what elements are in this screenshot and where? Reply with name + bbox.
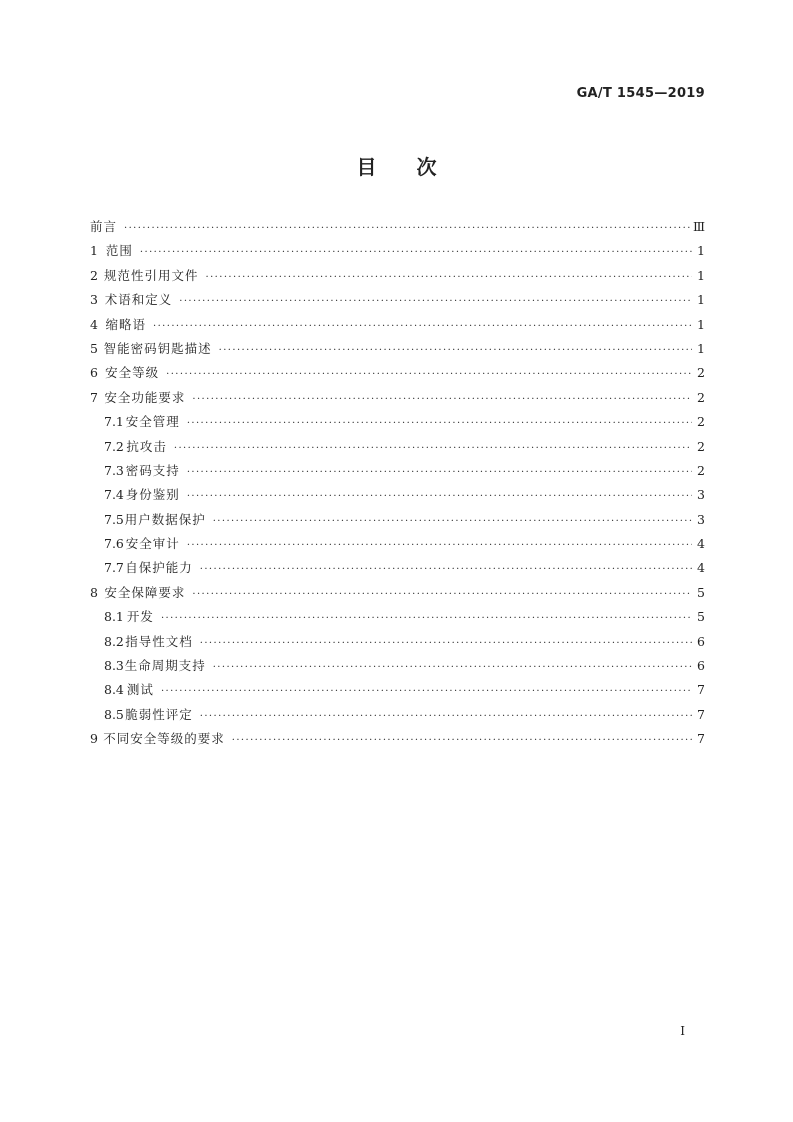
toc-entry-page: 3	[697, 487, 705, 503]
toc-entry[interactable]	[90, 632, 705, 656]
dot-leader	[124, 223, 690, 234]
toc-entry-number: 7.4	[104, 487, 124, 503]
toc-entry-page: 5	[697, 584, 705, 600]
toc-entry[interactable]	[90, 290, 705, 314]
toc-entry-page: 1	[697, 292, 705, 308]
toc-entry-page: 2	[697, 389, 705, 405]
toc-entry-label: 安全保障要求	[104, 584, 186, 600]
toc-entry-page: 1	[697, 340, 705, 356]
toc-entry[interactable]	[90, 534, 705, 558]
dot-leader	[187, 491, 692, 502]
toc-entry-page: 7	[697, 682, 705, 698]
dot-leader	[187, 467, 692, 478]
toc-entry-number: 5	[90, 340, 98, 356]
dot-leader	[213, 662, 692, 673]
page-title: 目次	[356, 155, 477, 179]
dot-leader	[232, 735, 692, 746]
toc-entry-page: 5	[697, 609, 705, 625]
dot-leader	[206, 272, 692, 283]
toc-entry-label: 测试	[126, 682, 154, 698]
toc-entry-label: 抗攻击	[126, 438, 167, 454]
toc-entry-number: 1	[90, 243, 98, 259]
toc-entry-page: 1	[697, 267, 705, 283]
toc-entry-label: 脆弱性评定	[125, 706, 193, 722]
toc-entry-number: 7.7	[104, 560, 124, 576]
toc-entry-number: 7.2	[104, 438, 124, 454]
toc-entry[interactable]	[90, 241, 705, 265]
dot-leader	[166, 369, 692, 380]
toc-entry-number: 8.5	[104, 706, 124, 722]
toc-entry[interactable]	[90, 461, 705, 485]
toc-entry-label: 密码支持	[125, 462, 180, 478]
toc-entry-label: 安全功能要求	[104, 389, 186, 405]
dot-leader	[219, 345, 692, 356]
toc-entry-number: 9	[90, 731, 98, 747]
dot-leader	[213, 516, 692, 527]
toc-entry-page: 2	[697, 438, 705, 454]
toc-entry-page: 7	[697, 706, 705, 722]
toc-entry-label: 开发	[126, 609, 154, 625]
toc-entry-page: 4	[697, 560, 705, 576]
dot-leader	[200, 711, 692, 722]
toc-entry-label: 安全等级	[105, 365, 160, 381]
toc-entry-page: 3	[697, 511, 705, 527]
toc-entry-label: 身份鉴别	[125, 487, 180, 503]
toc-entry-page: 2	[697, 365, 705, 381]
toc-entry-label: 用户数据保护	[124, 511, 206, 527]
toc-entry-label: 术语和定义	[104, 292, 173, 308]
toc-entry-number: 7.6	[104, 536, 124, 552]
toc-entry-page: 1	[697, 243, 705, 259]
dot-leader	[140, 247, 692, 258]
toc-entry-number: 7	[90, 389, 98, 405]
toc-entry[interactable]	[90, 388, 705, 412]
toc-entry-number: 4	[90, 316, 98, 332]
dot-leader	[192, 394, 692, 405]
toc-entry[interactable]	[90, 315, 705, 339]
toc-entry-page: 6	[697, 658, 705, 674]
dot-leader	[192, 589, 692, 600]
toc-entry-label: 安全管理	[125, 414, 180, 430]
toc-entry[interactable]	[90, 656, 705, 680]
toc-entry-number: 7.3	[104, 462, 124, 478]
dot-leader	[187, 540, 692, 551]
toc-entry-page: 1	[697, 316, 705, 332]
toc-entry-label: 规范性引用文件	[104, 267, 199, 283]
toc-entry[interactable]	[90, 583, 705, 607]
toc-entry-label: 智能密码钥匙描述	[103, 340, 212, 356]
toc-entry-label: 安全审计	[125, 536, 180, 552]
toc-entry[interactable]	[90, 510, 705, 534]
toc-entry[interactable]	[90, 680, 705, 704]
dot-leader	[174, 443, 692, 454]
toc-entry-number: 8.3	[104, 658, 124, 674]
toc-entry[interactable]	[90, 363, 705, 387]
toc-entry[interactable]	[90, 485, 705, 509]
dot-leader	[200, 564, 692, 575]
toc-entry[interactable]	[90, 705, 705, 729]
toc-entry[interactable]	[90, 558, 705, 582]
toc-entry-label: 生命周期支持	[124, 658, 206, 674]
toc-entry-page: 2	[697, 414, 705, 430]
toc-entry-label: 不同安全等级的要求	[103, 731, 225, 747]
toc-entry[interactable]	[90, 339, 705, 363]
toc-entry-label: 指导性文档	[125, 633, 193, 649]
toc-entry-page: 7	[697, 731, 705, 747]
toc-entry-number: 7.5	[104, 511, 124, 527]
dot-leader	[187, 418, 692, 429]
dot-leader	[161, 686, 692, 697]
toc-entry-number: 8.2	[104, 633, 124, 649]
toc-entry-number: 8.4	[104, 682, 124, 698]
toc-entry[interactable]	[90, 266, 705, 290]
toc-entry-number: 3	[90, 292, 98, 308]
page-number: I	[680, 1024, 685, 1038]
toc-entry-label: 自保护能力	[125, 560, 193, 576]
toc-entry-number: 6	[90, 365, 98, 381]
toc-entry[interactable]	[90, 217, 705, 241]
toc-entry[interactable]	[90, 437, 705, 461]
standard-code: GA/T 1545—2019	[576, 86, 705, 101]
table-of-contents	[90, 217, 705, 754]
toc-entry[interactable]	[90, 412, 705, 436]
toc-entry-page: 4	[697, 536, 705, 552]
dot-leader	[161, 613, 692, 624]
toc-entry-page: 2	[697, 462, 705, 478]
toc-entry[interactable]	[90, 607, 705, 631]
toc-entry-number: 8.1	[104, 609, 124, 625]
toc-entry-label: 缩略语	[105, 316, 147, 332]
toc-entry-number: 2	[90, 267, 98, 283]
toc-entry-number: 8	[90, 584, 98, 600]
toc-entry-page: Ⅲ	[692, 219, 705, 234]
toc-entry-number: 7.1	[104, 414, 124, 430]
toc-entry-label: 前言	[90, 219, 118, 234]
dot-leader	[179, 296, 692, 307]
toc-entry[interactable]	[90, 729, 705, 753]
toc-entry-label: 范围	[105, 243, 133, 259]
dot-leader	[200, 638, 692, 649]
toc-entry-page: 6	[697, 633, 705, 649]
dot-leader	[153, 321, 692, 332]
